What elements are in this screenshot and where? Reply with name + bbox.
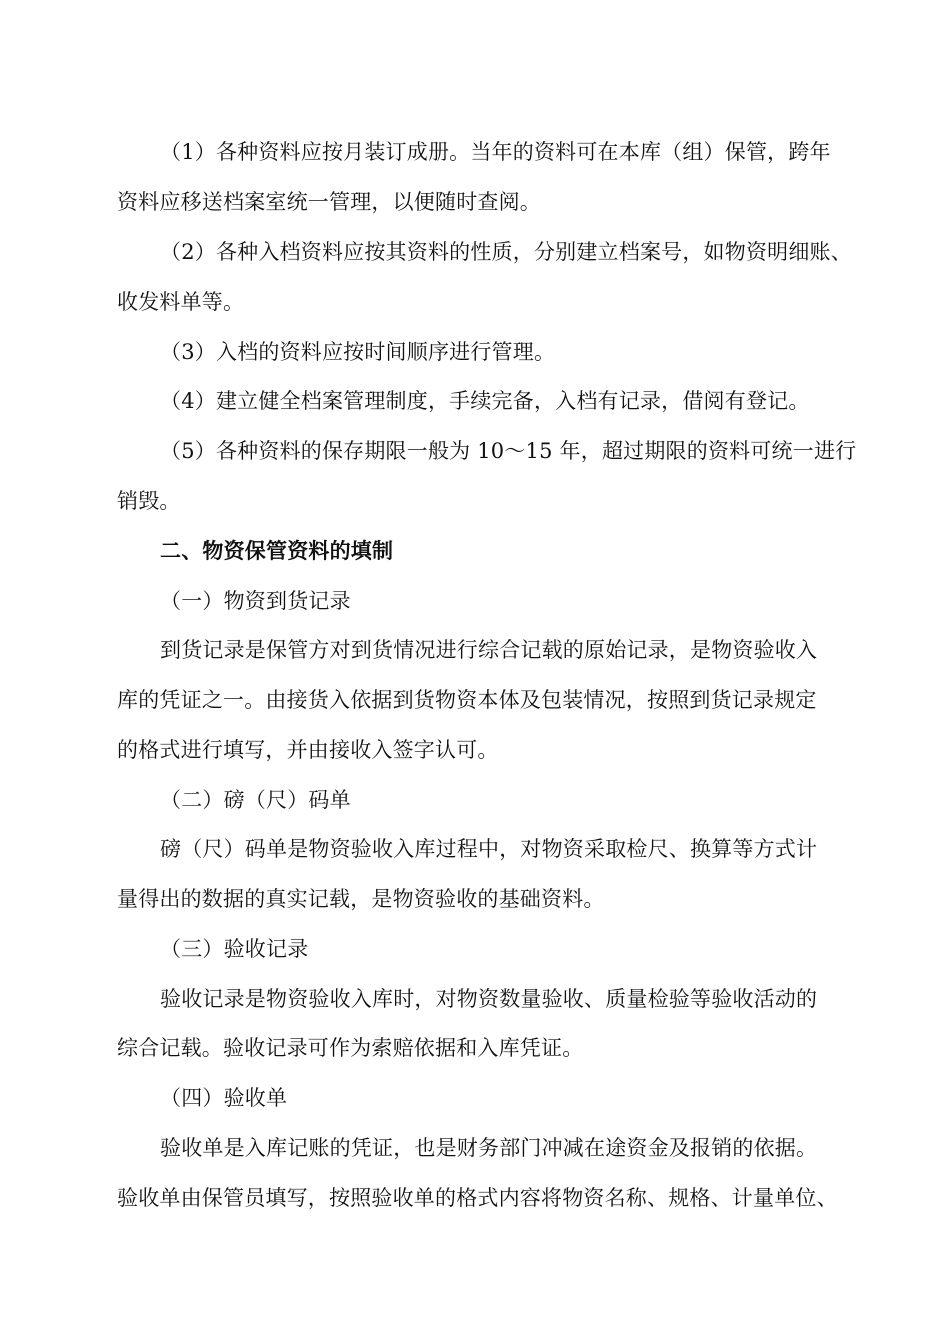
paragraph-1-line-2: 资料应移送档案室统一管理，以便随时查阅。 [117,190,541,214]
paragraph-2-line-2: 收发料单等。 [117,290,245,314]
subheading-arrival-record: （一）物资到货记录 [160,589,351,613]
paragraph-arrival-line-1: 到货记录是保管方对到货情况进行综合记载的原始记录，是物资验收入 [160,638,818,662]
paragraph-2-line-1: （2）各种入档资料应按其资料的性质，分别建立档案号，如物资明细账、 [160,240,852,264]
subheading-weight-list: （二）磅（尺）码单 [160,788,351,812]
paragraph-weight-line-2: 量得出的数据的真实记载，是物资验收的基础资料。 [117,887,605,911]
paragraph-acceptance-line-1: 验收记录是物资验收入库时，对物资数量验收、质量检验等验收活动的 [160,987,818,1011]
paragraph-1-line-1: （1）各种资料应按月装订成册。当年的资料可在本库（组）保管，跨年 [160,140,831,164]
paragraph-form-line-1: 验收单是入库记账的凭证，也是财务部门冲减在途资金及报销的依据。 [160,1136,818,1160]
paragraph-arrival-line-3: 的格式进行填写，并由接收入签字认可。 [117,738,499,762]
paragraph-4: （4）建立健全档案管理制度，手续完备，入档有记录，借阅有登记。 [160,389,810,413]
paragraph-form-line-2: 验收单由保管员填写，按照验收单的格式内容将物资名称、规格、计量单位、 [117,1186,838,1210]
paragraph-acceptance-line-2: 综合记载。验收记录可作为索赔依据和入库凭证。 [117,1036,584,1060]
paragraph-5-line-1: （5）各种资料的保存期限一般为 10～15 年，超过期限的资料可统一进行 [160,439,857,463]
subheading-acceptance-form: （四）验收单 [160,1086,288,1110]
subheading-acceptance-record: （三）验收记录 [160,937,309,961]
paragraph-arrival-line-2: 库的凭证之一。由接货入依据到货物资本体及包装情况，按照到货记录规定 [117,688,817,712]
paragraph-5-line-2: 销毁。 [117,489,181,513]
paragraph-3: （3）入档的资料应按时间顺序进行管理。 [160,340,556,364]
paragraph-weight-line-1: 磅（尺）码单是物资验收入库过程中，对物资采取检尺、换算等方式计 [160,837,818,861]
section-heading: 二、物资保管资料的填制 [160,538,394,563]
